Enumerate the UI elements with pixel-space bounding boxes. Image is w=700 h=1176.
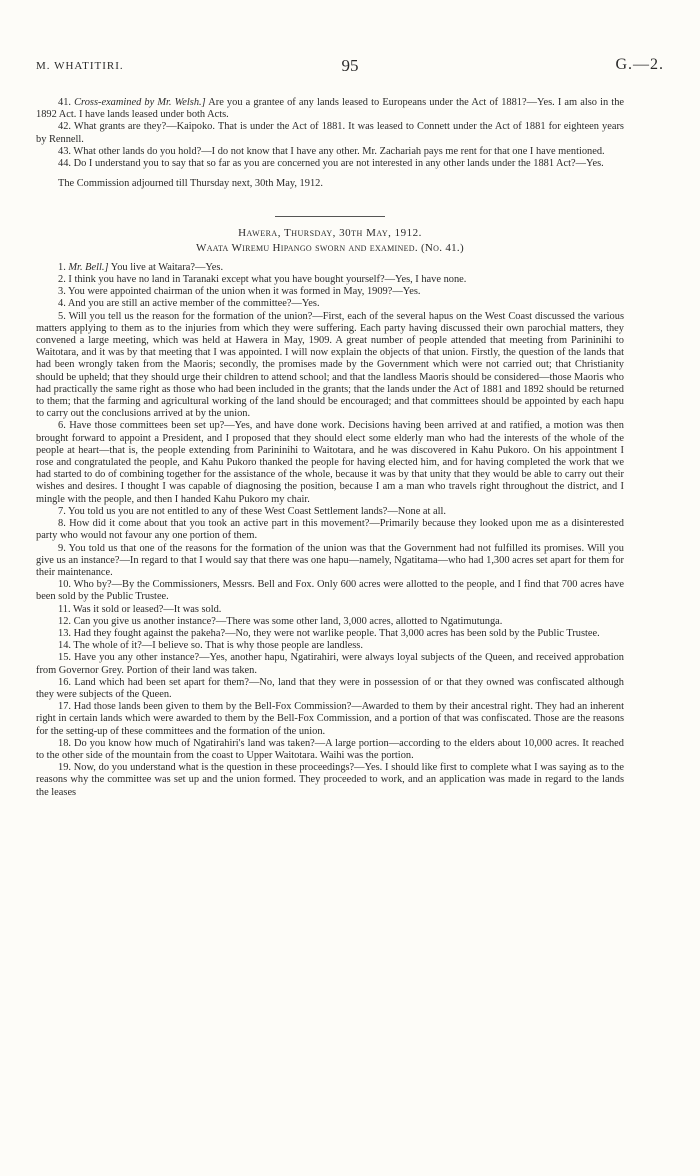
testimony-paragraph [36, 146, 624, 158]
question-answer-text: Will you tell us the reason for the formation of the union?—First, each of the several hapus on the West Coast discussed the various matters applying to them as to the injuries from which they were suffering. Each party having discussed their own parochial matters, they convened a large meeting, which was held at Hawera in May, 1909. A great number of people attended that meeting from Parininihi to Waitotara, and it was by that meeting that I was appointed. I will now explain the objects of that union. Firstly, the question of the lands that had been wrongly taken from the Maoris; secondly, the promises made by the Government which were not carried out; that Christianity should be upheld; that they should urge their children to attend school; and that the landless Maoris should be considered—those Maoris who had practically the same right as those who had been included in the grants; that the lands under the Act of 1881 and 1892 should be returned to them; that the farming and agricultural working of the land should be encouraged; and that committees should be appointed by each hapu to carry out the conclusions arrived at by the union. [36, 310, 624, 420]
question-answer-text: Have those committees been set up?—Yes, and have done work. Decisions having been arrived at and ratified, a motion was then brought forward to appoint a President, and I proposed that they should elect some elderly man who had the interests of the whole of the people at heart—that is, the people extending from Parininihi to Waitotara, and he was discovered in Kahu Pukoro. On his appointment I rose and congratulated the people, and Kahu Pukoro thanked the people for having elected him, and for having completed the work that we had started to do of combining together for the assistance of the whole, because it was by that unity that they would be able to carry out their wishes and desires. I thought I was capable of diagnosing the position, because I am a man who travels right throughout the district, and I mingle with the people, and then I handed Kahu Pukoro my chair. [36, 420, 624, 505]
question-number: 16. [58, 676, 71, 688]
testimony-paragraph [36, 158, 624, 170]
testimony-paragraph [36, 97, 624, 121]
question-number: 7. [58, 505, 66, 517]
question-answer-text: You told us you are not entitled to any of these West Coast Settlement lands?—None at all. [68, 505, 446, 517]
question-answer-text: You live at Waitara?—Yes. [110, 261, 224, 273]
question-number: 1. [58, 261, 66, 273]
question-number: 11. [58, 603, 71, 615]
question-answer-text: Do you know how much of Ngatirahiri's land was taken?—A large portion—according to the elders about 10,000 acres. It reached to the other side of the mountain from the coast to Upper Waitotara. Waihi was the portion. [36, 737, 624, 761]
question-number: 44. [58, 158, 71, 170]
testimony-paragraph [36, 652, 624, 676]
question-number: 6. [58, 420, 66, 432]
testimony-paragraph [36, 604, 624, 616]
testimony-section-2 [36, 262, 624, 799]
question-number: 41. [58, 97, 71, 108]
examiner-intro: Cross-examined by Mr. Welsh.] [74, 97, 206, 108]
question-number: 5. [58, 310, 66, 322]
testimony-section-1 [36, 97, 624, 170]
question-answer-text: The whole of it?—I believe so. That is why those people are landless. [73, 640, 363, 652]
testimony-paragraph [36, 543, 624, 580]
testimony-paragraph [36, 628, 624, 640]
witness-sworn-text: Waata Wiremu Hipango sworn and examined. (No. 41.) [196, 241, 464, 254]
testimony-paragraph [36, 298, 624, 310]
question-answer-text: Had those lands been given to them by the Bell-Fox Commission?—Awarded to them by their ancestral right. They had an inherent right in certain lands which were awarded to them by the Bell-Fox Commission, and a portion of that was confiscated. Those are the reasons for the setting-up of these committees and the formation of the union. [36, 701, 624, 737]
question-number: 15. [58, 652, 71, 664]
testimony-paragraph [36, 121, 624, 145]
question-answer-text: What other lands do you hold?—I do not know that I have any other. Mr. Zachariah pays me rent for that one I have mentioned. [73, 145, 605, 157]
question-number: 3. [58, 286, 66, 298]
question-number: 43. [58, 145, 71, 157]
question-answer-text: Have you any other instance?—Yes, another hapu, Ngatirahiri, were always loyal subjects of the Queen, and received approbation from Governor Grey. Portion of their land was taken. [36, 652, 624, 676]
testimony-paragraph [36, 677, 624, 701]
question-number: 19. [58, 762, 71, 774]
testimony-paragraph [36, 311, 624, 421]
page-number: 95 [341, 56, 359, 75]
question-number: 18. [58, 737, 71, 749]
witness-sworn-line [36, 242, 624, 254]
question-answer-text: I think you have no land in Taranaki except what you have bought yourself?—Yes, I have none. [68, 274, 467, 286]
question-number: 4. [58, 298, 66, 310]
testimony-paragraph [36, 579, 624, 603]
question-answer-text: Do I understand you to say that so far as you are concerned you are not interested in any other lands under the 1881 Act?—Yes. [73, 158, 604, 170]
question-answer-text: How did it come about that you took an active part in this movement?—Primarily because they looked upon me as a disinterested party who would not favour any one portion of them. [36, 518, 624, 542]
question-answer-text: Was it sold or leased?—It was sold. [73, 603, 222, 615]
adjournment-note: The Commission adjourned till Thursday next, 30th May, 1912. [58, 178, 323, 190]
question-answer-text: Are you a grantee of any lands leased to Europeans under the Act of 1881?—Yes. I am also in the 1892 Act. I have lands leased under both Acts. [36, 97, 625, 121]
question-number: 42. [58, 121, 71, 133]
testimony-paragraph [36, 738, 624, 762]
question-answer-text: Can you give us another instance?—There was some other land, 3,000 acres, allotted to Ngatimutunga. [73, 615, 503, 627]
question-number: 9. [58, 542, 66, 554]
testimony-paragraph [36, 262, 624, 274]
question-number: 14. [58, 640, 71, 652]
document-body [36, 97, 624, 799]
question-number: 17. [58, 701, 71, 713]
testimony-paragraph [36, 518, 624, 542]
testimony-paragraph [36, 762, 624, 799]
testimony-paragraph [36, 640, 624, 652]
testimony-paragraph [36, 701, 624, 738]
question-answer-text: Land which had been set apart for them?—No, land that they were in possession of or that they owned was confiscated although they were subjects of the Queen. [36, 676, 624, 700]
testimony-paragraph [36, 420, 624, 505]
page-header [36, 56, 664, 80]
testimony-paragraph [36, 506, 624, 518]
question-answer-text: What grants are they?—Kaipoko. That is under the Act of 1881. It was leased to Connett under the Act of 1881 for eighteen years by Rennell. [36, 121, 624, 145]
question-number: 8. [58, 518, 66, 530]
header-witness-name: M. WHATITIRI. [36, 60, 124, 72]
question-answer-text: And you are still an active member of the committee?—Yes. [67, 298, 320, 310]
question-number: 2. [58, 274, 66, 286]
question-answer-text: Who by?—By the Commissioners, Messrs. Bell and Fox. Only 600 acres were allotted to the people, and I find that 700 acres have been sold by the Public Trustee. [36, 579, 624, 603]
testimony-paragraph [36, 616, 624, 628]
question-answer-text: You told us that one of the reasons for the formation of the union was that the Government had not fulfilled its promises. Will you give us an instance?—In regard to that I would say that there was one hapu—namely, Ngatitama—who had 1,300 acres set apart for them for their maintenance. [36, 542, 624, 578]
question-number: 13. [58, 627, 71, 639]
question-answer-text: You were appointed chairman of the union when it was formed in May, 1909?—Yes. [68, 286, 421, 298]
testimony-paragraph [36, 286, 624, 298]
question-number: 10. [58, 579, 71, 591]
examiner-intro: Mr. Bell.] [68, 261, 109, 273]
section-divider [275, 216, 385, 217]
session-dateline: Hawera, Thursday, 30th May, 1912. [238, 227, 422, 240]
testimony-paragraph [36, 274, 624, 286]
document-reference: G.—2. [615, 56, 664, 73]
question-number: 12. [58, 615, 71, 627]
question-answer-text: Now, do you understand what is the question in these proceedings?—Yes. I should like first to complete what I was saying as to the reasons why the committee was set up and the union formed. They proceeded to work, and an application was made in regard to the lands the leases [36, 762, 624, 798]
question-answer-text: Had they fought against the pakeha?—No, they were not warlike people. That 3,000 acres has been sold by the Public Trustee. [73, 627, 600, 639]
